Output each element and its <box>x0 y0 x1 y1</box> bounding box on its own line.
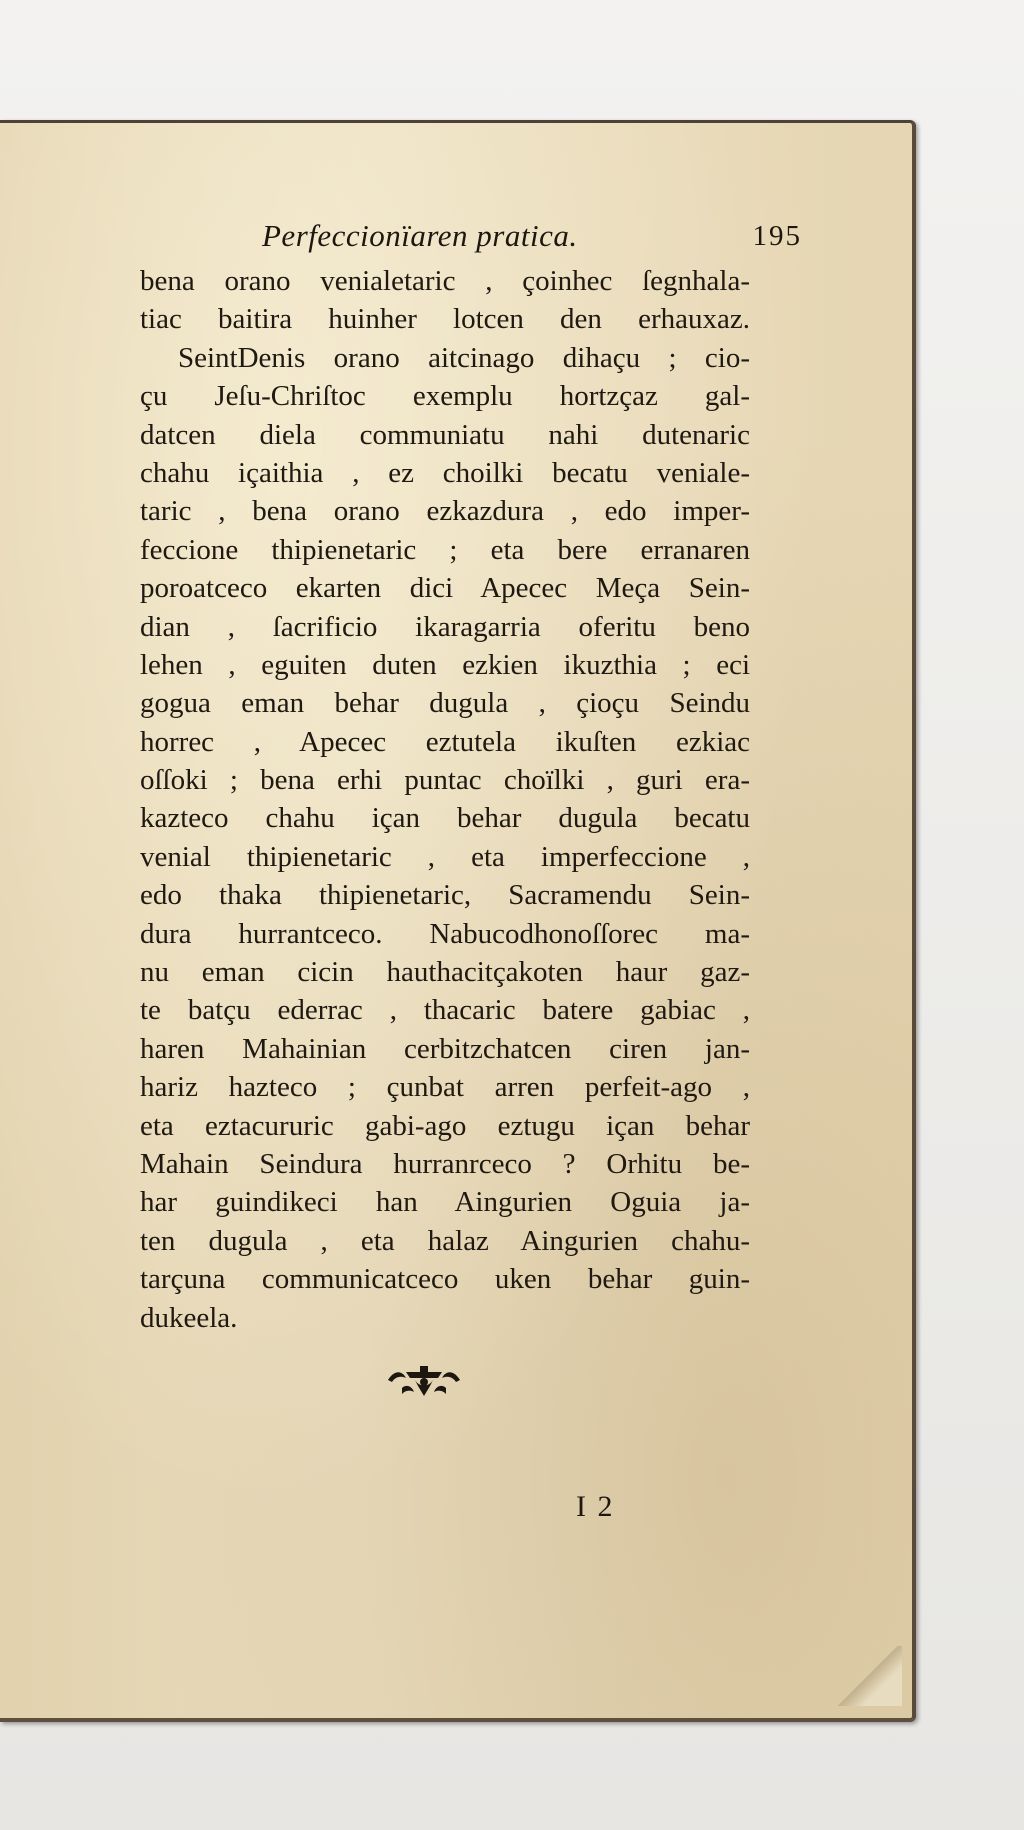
text-line: feccione thipienetaric ; eta bere erranaren <box>140 533 750 566</box>
text-line: poroatceco ekarten dici Apecec Meça Sein- <box>140 572 750 605</box>
text-line: haren Mahainian cerbitzchatcen ciren jan- <box>140 1032 750 1065</box>
running-head: Perfeccionïaren pratica. <box>262 218 578 253</box>
text-line: bena orano venialetaric , çoinhec ſegnhala- <box>140 265 750 297</box>
page-header <box>262 218 802 258</box>
body-text <box>140 262 750 1337</box>
text-line: SeintDenis orano aitcinago dihaçu ; cio- <box>178 341 750 374</box>
text-line: datcen diela communiatu nahi dutenaric <box>140 418 750 451</box>
text-line: Mahain Seindura hurranrceco ? Orhitu be- <box>140 1147 750 1180</box>
text-line: çu Jeſu-Chriſtoc exemplu hortzçaz gal- <box>140 380 750 413</box>
text-line: venial thipienetaric , eta imperfeccione , <box>140 840 750 873</box>
text-line: te batçu ederrac , thacaric batere gabiac , <box>140 994 750 1027</box>
signature-mark: I 2 <box>576 1490 615 1523</box>
text-line: lehen , eguiten duten ezkien ikuzthia ; eci <box>140 648 750 681</box>
text-line: edo thaka thipienetaric, Sacramendu Sein- <box>140 879 750 912</box>
text-line: tiac baitira huinher lotcen den erhauxaz. <box>140 303 750 336</box>
text-line: taric , bena orano ezkazdura , edo imper- <box>140 495 750 528</box>
text-line: ten dugula , eta halaz Aingurien chahu- <box>140 1224 750 1257</box>
text-line: gogua eman behar dugula , çioçu Seindu <box>140 687 750 720</box>
text-line: hariz hazteco ; çunbat arren perfeit-ago , <box>140 1071 750 1104</box>
text-line: tarçuna communicatceco uken behar guin- <box>140 1263 750 1296</box>
text-line: dura hurrantceco. Nabucodhonoſſorec ma- <box>140 917 750 950</box>
page-number: 195 <box>752 220 802 252</box>
text-line: dian , ſacrificio ikaragarria oferitu beno <box>140 610 750 643</box>
text-line: oſſoki ; bena erhi puntac choïlki , guri era- <box>140 764 750 797</box>
text-line: kazteco chahu içan behar dugula becatu <box>140 802 750 835</box>
printer-ornament-icon <box>384 1362 464 1402</box>
text-line: horrec , Apecec eztutela ikuſten ezkiac <box>140 725 750 758</box>
text-line: nu eman cicin hauthacitçakoten haur gaz- <box>140 956 750 989</box>
text-line: eta eztacururic gabi-ago eztugu içan behar <box>140 1109 750 1142</box>
text-line: chahu içaithia , ez choilki becatu veniale- <box>140 456 750 489</box>
page-corner-curl <box>832 1646 902 1706</box>
text-line: har guindikeci han Aingurien Oguia ja- <box>140 1186 750 1219</box>
text-line: dukeela. <box>140 1301 238 1334</box>
